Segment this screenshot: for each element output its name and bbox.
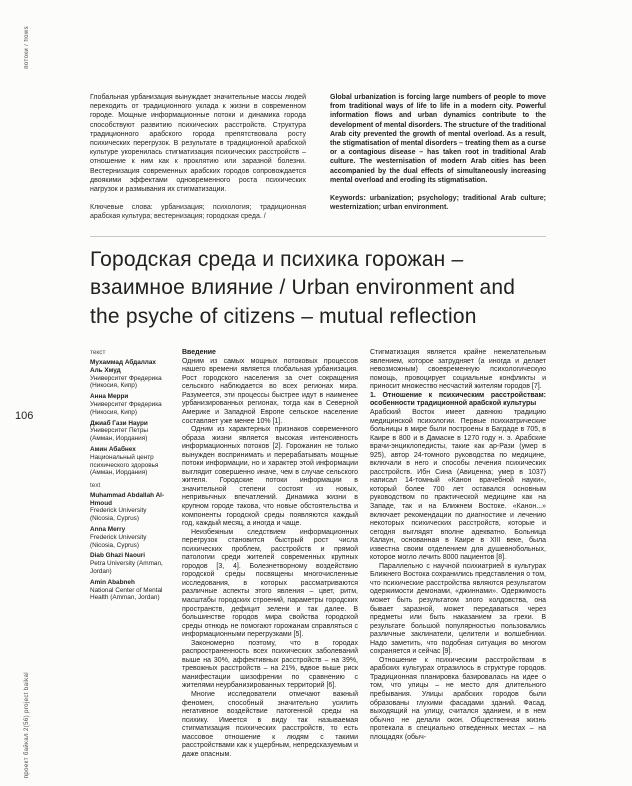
author-entry bbox=[90, 526, 170, 549]
intro-heading: Введение bbox=[182, 349, 216, 357]
section-heading: 1. Отношение к психическим расстройствам: особенности традиционной арабской культуры bbox=[370, 391, 546, 408]
abstract-english bbox=[330, 93, 546, 222]
body-paragraph: Закономерно поэтому, что в городах распространенность всех психических заболеваний выше на 30%, аффективных расстройств – на 39%, тревожных расстройств – на 21%, вдвое выше риск манифестации шизофрении по сравнению с жителями неурбанизированных территорий [6]. bbox=[182, 639, 358, 690]
author-name: Muhammad Abdallah Al-Hmoud bbox=[90, 491, 165, 507]
author-name: Anna Merry bbox=[90, 526, 126, 534]
author-entry bbox=[90, 393, 170, 416]
author-name: Amin Ababneh bbox=[90, 578, 135, 586]
journal-rail-label: проект байкал 2(56) project baikal bbox=[24, 671, 30, 778]
author-affiliation: Университет Фредерика (Никосия, Кипр) bbox=[90, 374, 162, 390]
abstract-english-text: Global urbanization is forcing large numbers of people to move from traditional ways of life to life in a modern city. Powerful information flows and urban dynamics contribute to the development of mental disorders. The structure of the traditional Arab city prevented the growth of mental overload. As a result, the stigmatisation of mental disorders – treating them as a curse or a contagious disease – has taken root in traditional Arab culture. The westernisation of modern Arab cities has been accompanied by the dual effects of simultaneously increasing mental overload and eroding its stigmatisation. bbox=[330, 94, 546, 184]
column-introduction bbox=[182, 349, 358, 759]
article-title: Городская среда и психика горожан – взаимное влияние / Urban environment and the psyche of citizens – mutual reflection bbox=[90, 247, 516, 328]
authors-label-ru: текст bbox=[90, 349, 106, 357]
author-entry bbox=[90, 359, 170, 390]
body-paragraph: Неизбежным следствием информационных перегрузок становится быстрый рост числа психических проблем, расстройств и прямой патологии среди жителей современных крупных городов [3, 4]. Болезнетворному воздействию городской среды посвящены многочисленные исследования, в которых рассматриваются различные аспекты этого явления – цвет, ритм, масштабы городских строений, параметры городских пространств, дефицит зелени и так далее. В большинстве городов мира свойства городской среды отнюдь не помогают горожанам справляться с информационными перегрузками [5]. bbox=[182, 528, 358, 639]
authors-block bbox=[90, 349, 170, 759]
author-entry bbox=[90, 492, 170, 523]
keywords-english: Keywords: urbanization; psychology; traditional Arab culture; westernization; urban environment. bbox=[330, 195, 546, 212]
author-affiliation: Университет Петры (Амман, Иордания) bbox=[90, 427, 148, 443]
author-name: Diab Ghazi Naouri bbox=[90, 552, 146, 560]
keywords-russian: Ключевые слова: урбанизация; психология; традиционная арабская культура; вестернизация; городская среда. / bbox=[90, 204, 306, 221]
author-affiliation: Petra University (Amman, Jordan) bbox=[90, 560, 163, 576]
author-affiliation: Национальный центр психического здоровья (Амман, Иордания) bbox=[90, 453, 159, 477]
author-entry bbox=[90, 579, 170, 602]
title-divider bbox=[90, 236, 546, 237]
author-name: Анна Мерри bbox=[90, 393, 129, 401]
authors-label-en: text bbox=[90, 482, 101, 490]
body-paragraph: Многие исследователи отмечают важный феномен, способный значительно усилить негативное воздействие патогенной среды на психику. Имеется в виду так называемая стигматизация психических расстройств, то есть массовое отношение к людям с такими расстройствами как к ущербным, непредсказуемым и даже опасным. bbox=[182, 691, 358, 758]
author-entry bbox=[90, 420, 170, 443]
author-affiliation: National Center of Mental Health (Amman, Jordan) bbox=[90, 586, 163, 602]
author-affiliation: Университет Фредерика (Никосия, Кипр) bbox=[90, 400, 162, 416]
author-name: Мухаммад Абдаллах Аль Хмуд bbox=[90, 358, 156, 374]
section-rail-label: потоки / flows bbox=[24, 26, 30, 69]
author-entry bbox=[90, 552, 170, 575]
author-affiliation: Frederick University (Nicosia, Cyprus) bbox=[90, 533, 147, 549]
page-number: 106 bbox=[15, 410, 34, 422]
body-paragraph: Одним из самых мощных потоковых процессов нашего времени является глобальная урбанизация. Рост городского населения за счет сокращения сельского наблюдается во всех регионах мира. Разумеется, эти процессы быстрее идут в наименее урбанизированных регионах, тогда как в Северной Америке и Западной Европе сельское население составляет уже менее 10% [1]. bbox=[182, 357, 358, 425]
article-content bbox=[90, 93, 546, 759]
body-columns bbox=[90, 349, 546, 759]
author-affiliation: Frederick University (Nicosia, Cyprus) bbox=[90, 507, 147, 523]
abstract-russian-text: Глобальная урбанизация вынуждает значительные массы людей переходить от традиционного уклада к жизни в современном городе. Мощные информационные потоки и динамика города способствуют развитию психических расстройств. Структура традиционного арабского города препятствовала росту психических перегрузок. В результате в традиционной арабской культуре укоренилась стигматизация психических расстройств – отношение к ним как к проклятию или заразной болезни. Вестернизация современных арабских городов сопровождается двоякими эффектами одновременного роста психических нагрузок и размывания их стигматизации. bbox=[90, 94, 306, 194]
author-name: Амин Абабнех bbox=[90, 445, 136, 453]
body-paragraph: Стигматизация является крайне нежелательным явлением, которое затрудняет (а иногда и делает невозможным) своевременную психологическую помощь, провоцирует социальные конфликты и приносит множество несчастий жителям городов [7]. bbox=[370, 349, 546, 391]
column-section-1 bbox=[370, 349, 546, 759]
author-name: Джиаб Гази Наури bbox=[90, 419, 148, 427]
body-paragraph: Параллельно с научной психиатрией в культурах Ближнего Востока сохранились представления о том, что психические расстройства являются результатом одержимости демонами, «джиннами». Одержимость может быть результатом злого колдовства, она бывает заразной, может передаваться через предметы или быть наказанием за грехи. В результате большой популярностью пользовались различные заклинатели, целители и волшебники. Надо заметить, что подобная ситуация во многом сохраняется и сейчас [9]. bbox=[370, 562, 546, 656]
abstract-russian bbox=[90, 93, 306, 222]
body-paragraph: Одним из характерных признаков современного образа жизни является высокая интенсивность информационных потоков [2]. Горожанин не только вынужден воспринимать и перерабатывать мощные потоки информации, но и характер этой информации выглядит совершенно иначе, чем в случае сельского жителя. Городские потоки информации в значительной степени состоят из новых, непривычных впечатлений. Динамика жизни в крупном городе такова, что новые обстоятельства и компоненты городской среды появляются каждый год, каждый месяц, а иногда и чаще. bbox=[182, 426, 358, 528]
author-entry bbox=[90, 446, 170, 477]
body-paragraph: Отношение к психическим расстройствам в арабских культурах отразилось в структуре городов. Традиционная планировка базировалась на идее о том, что улицы – не место для длительного пребывания. Улицы арабских городов были образованы глухими фасадами зданий. Фасад, выходящий на улицу, считался зданием, и в нем обычно не делали окон. Общественная жизнь протекала в специально отведенных местах – на площадях (обыч- bbox=[370, 656, 546, 741]
abstracts-row bbox=[90, 93, 546, 222]
body-paragraph: Арабский Восток имеет давнюю традицию медицинской психологии. Первые психиатрические больницы в мире были построены в Багдаде в 705, в Каире в 800 и в Дамаске в 1270 году н. э. Арабские врачи-энциклопедисты, такие как ар-Рази (умер в 925), автор 24-томного руководства по медицине, включали в него и способы лечения психических расстройств. Ибн Сина (Авиценна; умер в 1037) написал 14-томный «Канон врачебной науки», который более 700 лет оставался основным руководством по практической медицине как на Западе, так и на Ближнем Востоке. «Канон...» включает рекомендации по диагностике и лечению некоторых психических расстройств, которые и сегодня выглядят вполне адекватно. Больница Калаун, основанная в Каире в XIII веке, была известна своим отделением для душевнобольных, которое могло лечить 8000 пациентов [8]. bbox=[370, 408, 546, 562]
